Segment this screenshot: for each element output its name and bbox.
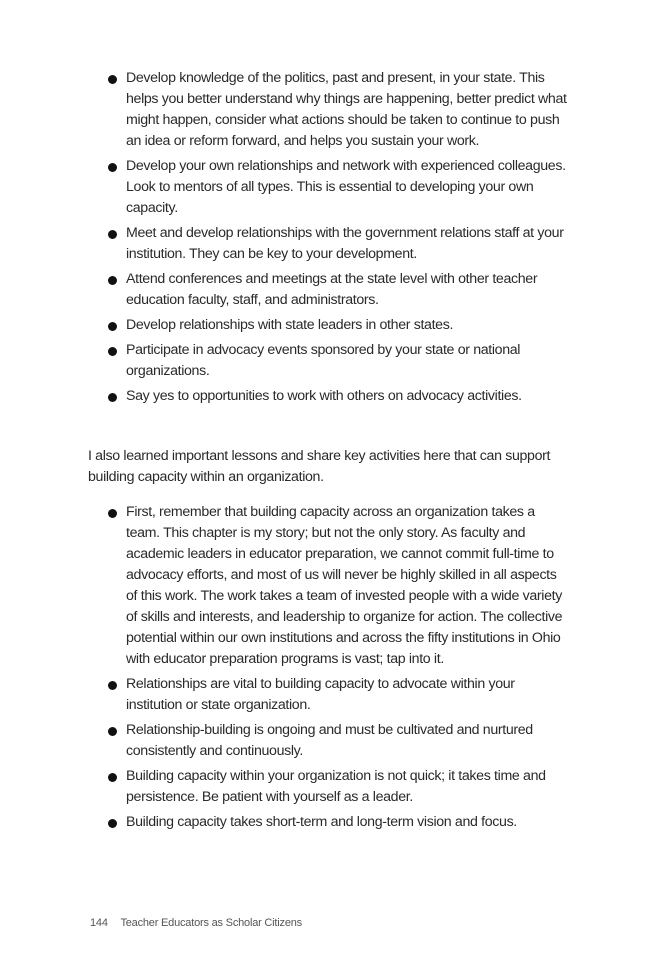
- bullet-icon: [108, 276, 117, 285]
- bullet-icon: [108, 393, 117, 402]
- bullet-list-advocacy: [108, 68, 570, 407]
- list-item-text: Attend conferences and meetings at the state level with other teacher education faculty, staff, and administrators.: [126, 271, 538, 308]
- list-item: [108, 315, 570, 336]
- list-item: [108, 502, 570, 670]
- list-item: [108, 340, 570, 382]
- bullet-icon: [108, 347, 117, 356]
- bullet-icon: [108, 322, 117, 331]
- body-paragraph: I also learned important lessons and share key activities here that can support building capacity within an organization.: [88, 448, 551, 485]
- list-item-text: Building capacity within your organization is not quick; it takes time and persistence. Be patient with yourself as a leader.: [126, 768, 546, 805]
- list-item-text: Develop knowledge of the politics, past and present, in your state. This helps you better understand why things are happening, better predict what might happen, consider what actions should be taken to continue to push an idea or reform forward, and helps you sustain your work.: [126, 70, 567, 149]
- list-item: [108, 269, 570, 311]
- list-item-text: Relationships are vital to building capacity to advocate within your institution or state organization.: [126, 676, 515, 713]
- page-footer: [90, 917, 302, 929]
- bullet-icon: [108, 230, 117, 239]
- bullet-icon: [108, 163, 117, 172]
- bullet-icon: [108, 681, 117, 690]
- list-item-text: Say yes to opportunities to work with others on advocacy activities.: [126, 388, 522, 404]
- list-item-text: Participate in advocacy events sponsored by your state or national organizations.: [126, 342, 521, 379]
- list-item-text: Relationship-building is ongoing and must be cultivated and nurtured consistently and continuously.: [126, 722, 533, 759]
- list-item-text: Meet and develop relationships with the government relations staff at your institution. They can be key to your development.: [126, 225, 564, 262]
- running-title: Teacher Educators as Scholar Citizens: [120, 917, 302, 929]
- list-item: [108, 223, 570, 265]
- list-item-text: Building capacity takes short-term and long-term vision and focus.: [126, 814, 517, 830]
- bullet-icon: [108, 75, 117, 84]
- list-item: [108, 386, 570, 407]
- page-number: 144: [90, 917, 108, 929]
- list-item: [108, 766, 570, 808]
- bullet-icon: [108, 773, 117, 782]
- bullet-icon: [108, 819, 117, 828]
- bullet-list-capacity: [108, 502, 570, 833]
- list-item: [108, 674, 570, 716]
- list-item-text: Develop your own relationships and network with experienced colleagues. Look to mentors of all types. This is essential to developing your own capacity.: [126, 158, 566, 216]
- list-item: [108, 812, 570, 833]
- list-item-text: Develop relationships with state leaders in other states.: [126, 317, 454, 333]
- list-item-text: First, remember that building capacity across an organization takes a team. This chapter is my story; but not the only story. As faculty and academic leaders in educator preparation, we cannot commit full-time to advocacy efforts, and most of us will never be highly skilled in all aspects of this work. The work takes a team of invested people with a wide variety of skills and interests, and leadership to organize for action. The collective potential within our own institutions and across the fifty institutions in Ohio with educator preparation programs is vast; tap into it.: [126, 504, 563, 667]
- list-item: [108, 720, 570, 762]
- list-item: [108, 68, 570, 152]
- bullet-icon: [108, 509, 117, 518]
- bullet-icon: [108, 727, 117, 736]
- list-item: [108, 156, 570, 219]
